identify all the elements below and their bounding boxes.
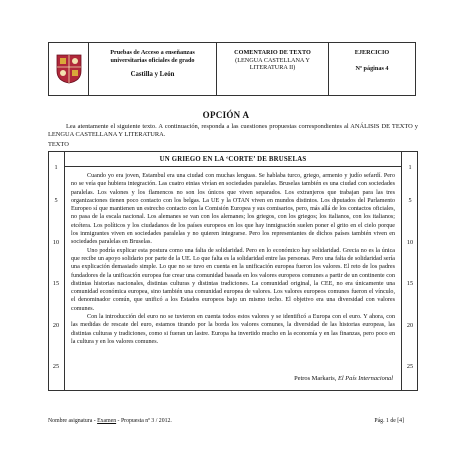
line-number-right: 1 <box>408 164 412 171</box>
line-number-left: 10 <box>52 239 60 246</box>
source-name: El País Internacional <box>337 375 393 382</box>
exam-header <box>48 42 416 96</box>
exercise-cell <box>329 43 415 95</box>
footer-suffix: - Propuesta nº 3 / 2012. <box>116 418 172 424</box>
article-paragraph: Con la introducción del euro no se tuvieron en cuenta todos estos valores y se identificó a Europa con el euro. Y ahora, con las medidas de rescate del euro, estamos tirando por la borda los valores comunes, la diversidad de las historias europeas, las distintas culturas y tradiciones, como si fueran un lastre. Europa ha invertido mucho en la economía y en las finanzas, pero poco en la cultura y en los valores comunes. <box>71 314 395 345</box>
footer-left <box>48 418 172 424</box>
line-number-left: 1 <box>54 164 58 171</box>
castilla-leon-shield-icon <box>56 54 82 84</box>
line-number-right: 15 <box>406 280 414 287</box>
line-number-right: 25 <box>406 363 414 370</box>
line-number-right: 10 <box>406 239 414 246</box>
article-signature <box>294 375 393 382</box>
region-name: Castilla y León <box>130 71 175 78</box>
article-paragraph: Cuando yo era joven, Estambul era una ciudad con muchas lenguas. Se hablaba turco, griego, armenio y judío sefardí. Pero no se veía que hubiera integración. Las cuatro etnias vivían en sociedades paralelas. Bruselas también es una ciudad con sociedades paralelas. Los valones y los flamencos no son los únicos que viven separados. Los extranjeros que trabajan para las tres organizaciones tienen poco contacto con los belgas. La UE y la OTAN viven en mundos distintos. Los diputados del Parlamento Europeo sí que mantienen un estrecho contacto con la Comisión Europea y sus comisarios, pero, más allá de los contactos oficiales, no pasa de la escala nacional. Los alemanes se van con los alemanes; los griegos, con los griegos; los italianos, con los italianos; etcétera. Los políticos y los ciudadanos de los países europeos en los que hay inmigración suelen poner el grito en el cielo porque los inmigrantes viven en sociedades paralelas y no quieren integrarse. Pero los representantes de dichos países también viven en sociedades paralelas en Bruselas. <box>71 173 395 246</box>
article-title: UN GRIEGO EN LA ‘CORTE’ DE BRUSELAS <box>65 156 401 167</box>
line-number-left: 15 <box>52 280 60 287</box>
article-paragraph: Uno podría explicar esta postura como una falta de solidaridad. Pero en lo económico hay solidaridad. Grecia no es la única que recibe un apoyo solidario por parte de la UE. Lo que falta es la solidaridad entre las personas. Pero una falta de solidaridad sería una explicación demasiado simple. Lo que no se tuvo en cuenta en la unificación europea fueron los valores. El reto de los padres fundadores de la unificación europea fue crear una comunidad basada en los valores europeos comunes a partir de un continente con distintas historias nacionales, distintas culturas y distintas tradiciones. La comunidad original, la CEE, no era únicamente una comunidad económica europea, sino también una comunidad europea de valores. Los valores europeos comunes fueron el vínculo, el denominador común, que unificó a los Estados europeos bajo un mismo techo. El objetivo era una diversidad con valores comunes. <box>71 247 395 312</box>
instructions <box>48 123 418 139</box>
exercise-label: EJERCICIO <box>354 49 390 56</box>
article-content <box>64 152 402 390</box>
university-cell <box>89 43 217 95</box>
line-number-right: 5 <box>408 197 412 204</box>
footer-link: Examen <box>97 418 117 424</box>
article-body <box>65 167 401 346</box>
pages-label: Nº páginas 4 <box>355 65 389 72</box>
footer-prefix: Nombre asignatura - <box>48 418 98 424</box>
line-number-left: 25 <box>52 363 60 370</box>
author-name: Petros Markaris, <box>294 375 337 382</box>
option-title: OPCIÓN A <box>202 110 250 120</box>
subject-line-2: (LENGUA CASTELLANA Y <box>235 56 310 64</box>
line-number-right: 20 <box>406 322 414 329</box>
subject-line-1: COMENTARIO DE TEXTO <box>234 49 311 56</box>
line-number-left: 20 <box>52 322 60 329</box>
instructions-text: Lea atentamente el siguiente texto. A continuación, responda a las cuestiones propuestas correspondientes al ANÁLISIS DE TEXTO y LENGUA CASTELLANA Y LITERATURA. <box>48 123 418 138</box>
line-number-left: 5 <box>54 197 58 204</box>
subject-line-3: LITERATURA II) <box>249 64 296 71</box>
page-number: Pág. 1 de [4] <box>374 418 404 424</box>
logo-cell <box>49 43 89 95</box>
article-box <box>48 151 418 391</box>
subject-cell <box>217 43 329 95</box>
university-line-2: universitarias oficiales de grado <box>110 57 195 64</box>
university-line-1: Pruebas de Acceso a enseñanzas <box>110 49 195 56</box>
texto-label: TEXTO <box>48 141 69 148</box>
